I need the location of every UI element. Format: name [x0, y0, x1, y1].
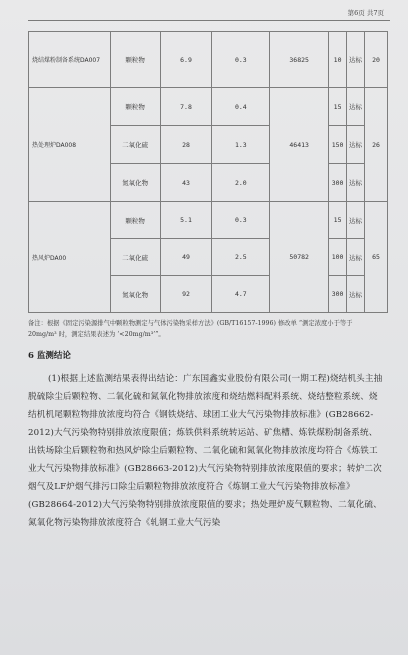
table-footnote: 备注：根据《固定污染源排气中颗粒物测定与气体污染物采样方法》(GB/T16157-1996) 修改单 “测定浓度小于等于 20mg/m³ 时，测定结果表述为 ‘<20mg/m³’”。 [28, 320, 353, 338]
emission-rate-cell: 0.4 [212, 88, 270, 126]
pollutant-cell: 二氧化硫 [110, 239, 160, 276]
concentration-cell: 6.9 [160, 32, 212, 88]
emission-rate-cell: 0.3 [212, 32, 270, 88]
emission-rate-cell: 4.7 [212, 276, 270, 313]
emission-rate-cell: 0.3 [212, 202, 270, 239]
result-cell: 达标 [347, 32, 365, 88]
concentration-cell: 43 [160, 164, 212, 202]
monitoring-results-table [28, 31, 388, 313]
concentration-cell: 92 [160, 276, 212, 313]
pollutant-cell: 氮氧化物 [110, 276, 160, 313]
concentration-cell: 5.1 [160, 202, 212, 239]
result-cell: 达标 [347, 239, 365, 276]
table-row [29, 88, 388, 126]
concentration-cell: 7.8 [160, 88, 212, 126]
standard-cell: 100 [329, 239, 347, 276]
pollutant-cell: 颗粒物 [110, 88, 160, 126]
emission-rate-cell: 1.3 [212, 126, 270, 164]
result-cell: 达标 [347, 126, 365, 164]
concentration-cell: 49 [160, 239, 212, 276]
result-cell: 达标 [347, 88, 365, 126]
flow-cell: 50782 [270, 202, 329, 313]
header-rule [28, 20, 390, 21]
source-name: 热风炉DA00 [29, 202, 111, 313]
flow-cell: 46413 [270, 88, 329, 202]
standard-cell: 15 [329, 88, 347, 126]
table-row [29, 202, 388, 239]
pollutant-cell: 颗粒物 [110, 202, 160, 239]
concentration-cell: 28 [160, 126, 212, 164]
stack-height-cell: 20 [365, 32, 388, 88]
standard-cell: 150 [329, 126, 347, 164]
standard-cell: 10 [329, 32, 347, 88]
pollutant-cell: 二氧化硫 [110, 126, 160, 164]
pollutant-cell: 颗粒物 [110, 32, 160, 88]
standard-cell: 300 [329, 276, 347, 313]
flow-cell: 36825 [270, 32, 329, 88]
source-name: 热处理炉DA008 [29, 88, 111, 202]
page-number: 第6页 共7页 [347, 9, 384, 17]
source-name: 烧结煤粉制备系统DA007 [29, 32, 111, 88]
conclusion-paragraph: (1)根据上述监测结果表得出结论：广东国鑫实业股份有限公司(一期工程)烧结机头主抽脱硫除尘后颗粒物、二氧化硫和氮氧化物排放浓度和烧结燃料配料系统、烧结整粒系统、烧结机机尾颗粒物排放浓度均符合《钢铁烧结、球团工业大气污染物排放标准》(GB28662-2012)大气污染物特别排放浓度限值；炼铁供料系统转运站、矿焦槽、炼铁煤粉制备系统、出铁场除尘后颗粒物和热风炉除尘后颗粒物、二氧化硫和氮氧化物排放浓度均符合《炼铁工业大气污染物排放标准》(GB28663-2012)大气污染物特别排放浓度限值的要求；转炉二次烟气及LF炉烟气排污口除尘后颗粒物排放浓度符合《炼钢工业大气污染物排放标准》(GB28664-2012)大气污染物特别排放浓度限值的要求；热处理炉废气颗粒物、二氧化硫、氮氧化物污染物排放浓度符合《轧钢工业大气污染 [28, 374, 383, 528]
pollutant-cell: 氮氧化物 [110, 164, 160, 202]
standard-cell: 15 [329, 202, 347, 239]
section-heading: 6 监测结论 [28, 351, 71, 361]
result-cell: 达标 [347, 202, 365, 239]
table-row [29, 32, 388, 88]
standard-cell: 300 [329, 164, 347, 202]
stack-height-cell: 26 [365, 88, 388, 202]
emission-rate-cell: 2.5 [212, 239, 270, 276]
stack-height-cell: 65 [365, 202, 388, 313]
result-cell: 达标 [347, 164, 365, 202]
emission-rate-cell: 2.0 [212, 164, 270, 202]
result-cell: 达标 [347, 276, 365, 313]
